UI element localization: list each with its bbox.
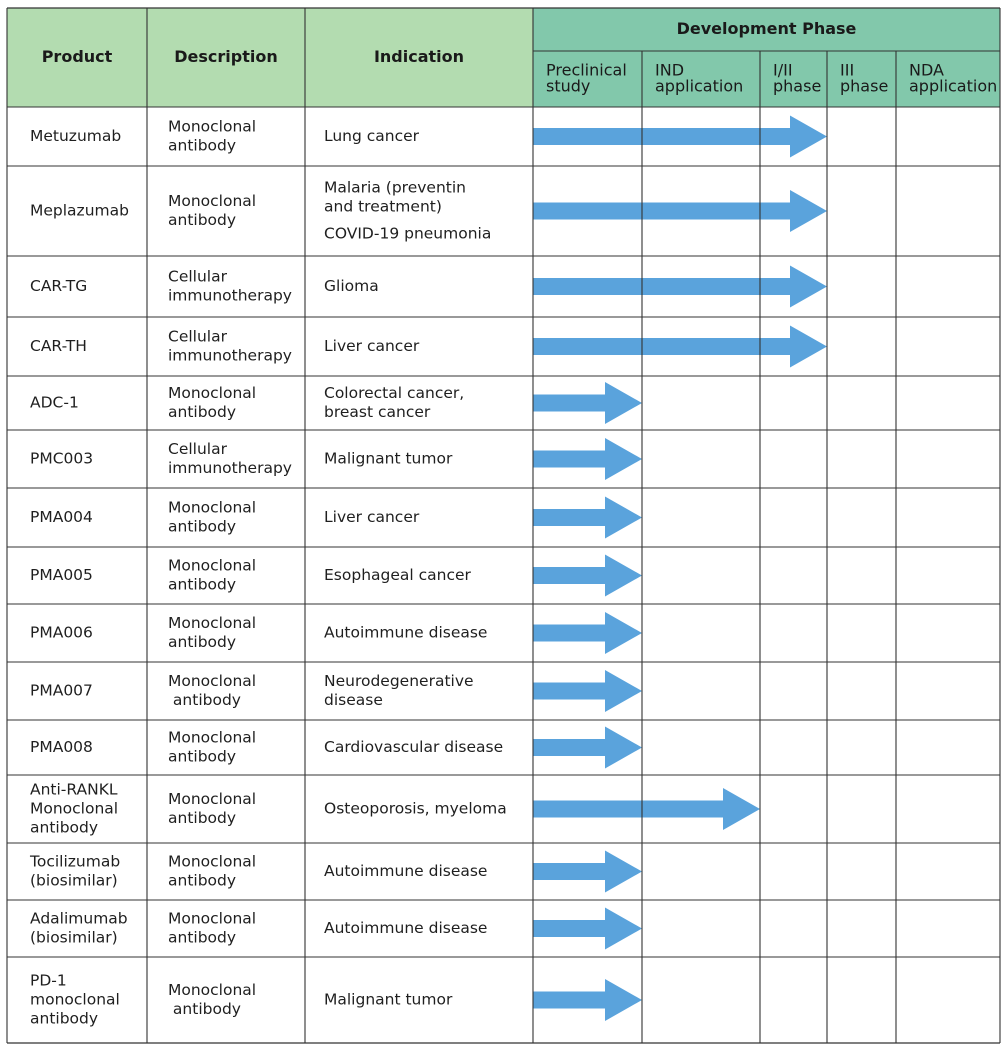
product-name: PD-1 [30,971,67,990]
description-text: antibody [168,633,237,651]
product-name: CAR-TG [30,277,88,295]
description-text: Monoclonal [168,672,257,690]
description-text: Cellular [168,440,227,458]
indication-text: Malaria (preventin [324,178,466,197]
description-text: antibody [168,211,237,229]
product-name: monoclonal [30,990,120,1009]
description-text: Monoclonal [168,498,257,517]
description-text: Monoclonal [168,614,257,632]
description-text: antibody [168,1000,241,1018]
product-name: CAR-TH [30,337,87,355]
product-name: PMA007 [30,681,93,700]
indication-text: Autoimmune disease [324,919,488,937]
progress-arrow [533,612,642,654]
indication-text: COVID-19 pneumonia [324,224,492,243]
product-name: PMA006 [30,623,93,642]
indication-text: Autoimmune disease [324,862,488,880]
header-phase-4-line-1: III [840,60,855,80]
progress-arrow [533,851,642,893]
description-text: Monoclonal [168,384,257,402]
header-description: Description [174,47,278,66]
progress-arrow [533,116,827,158]
progress-arrow [533,979,642,1021]
description-text: Monoclonal [168,981,257,999]
description-text: antibody [168,809,237,827]
header-phase-2-line-1: IND [655,60,685,80]
indication-text: disease [324,691,383,709]
indication-text: Autoimmune disease [324,623,488,642]
description-text: antibody [168,747,237,766]
header-phase-1-line-2: study [546,76,591,96]
indication-text: Cardiovascular disease [324,738,504,756]
progress-arrow [533,266,827,308]
indication-text: Esophageal cancer [324,566,471,584]
description-text: Cellular [168,267,227,286]
product-name: PMC003 [30,449,94,468]
indication-text: Colorectal cancer, [324,384,465,402]
product-name: (biosimilar) [30,871,118,890]
header-phase-4-line-2: phase [840,76,889,96]
progress-arrow [533,326,827,368]
product-name: antibody [30,1009,99,1028]
header-phase-2-line-2: application [655,76,744,96]
product-name: antibody [30,818,99,837]
product-name: ADC-1 [30,393,79,412]
product-name: Tocilizumab [30,852,121,871]
description-text: antibody [168,403,237,421]
description-text: Monoclonal [168,192,257,210]
progress-arrow [533,497,642,539]
progress-arrow [533,190,827,232]
product-name: PMA004 [30,508,93,526]
indication-text: breast cancer [324,403,431,421]
product-name: PMA008 [30,738,93,756]
header-development-phase: Development Phase [676,19,857,38]
description-text: immunotherapy [168,346,292,365]
header-indication: Indication [373,47,465,66]
description-text: Monoclonal [168,117,257,136]
product-name: PMA005 [30,566,93,584]
product-name: Anti-RANKL [30,780,118,799]
indication-text: Neurodegenerative [324,672,474,690]
progress-arrow [533,788,760,830]
product-name: Adalimumab [30,909,128,928]
indication-text: Liver cancer [324,337,420,355]
header-phase-1-line-1: Preclinical [546,60,627,80]
description-text: Monoclonal [168,556,257,575]
progress-arrow [533,908,642,950]
header-phase-5-line-2: application [909,76,998,96]
product-name: Metuzumab [30,127,122,145]
description-text: antibody [168,691,241,709]
progress-arrow [533,555,642,597]
description-text: Monoclonal [168,909,257,928]
indication-text: Lung cancer [324,127,420,145]
description-text: antibody [168,136,237,155]
indication-text: Malignant tumor [324,990,453,1009]
description-text: Monoclonal [168,790,257,808]
description-text: antibody [168,575,237,594]
description-text: Monoclonal [168,852,257,871]
progress-arrow [533,727,642,769]
header-phase-3-line-2: phase [773,76,822,96]
indication-text: and treatment) [324,197,442,216]
indication-text: Malignant tumor [324,449,453,468]
description-text: immunotherapy [168,459,292,477]
product-name: Monoclonal [30,799,119,818]
header-phase-5-line-1: NDA [909,60,944,80]
indication-text: Osteoporosis, myeloma [324,799,507,818]
indication-text: Glioma [324,277,379,295]
header-product: Product [41,47,113,66]
description-text: immunotherapy [168,286,292,305]
description-text: Monoclonal [168,728,257,747]
product-name: (biosimilar) [30,928,118,947]
progress-arrow [533,670,642,712]
description-text: Cellular [168,327,227,346]
description-text: antibody [168,871,237,890]
progress-arrow [533,438,642,480]
progress-arrow [533,382,642,424]
product-name: Meplazumab [30,201,129,220]
indication-text: Liver cancer [324,508,420,526]
description-text: antibody [168,517,237,536]
description-text: antibody [168,928,237,947]
header-phase-3-line-1: I/II [773,60,793,80]
